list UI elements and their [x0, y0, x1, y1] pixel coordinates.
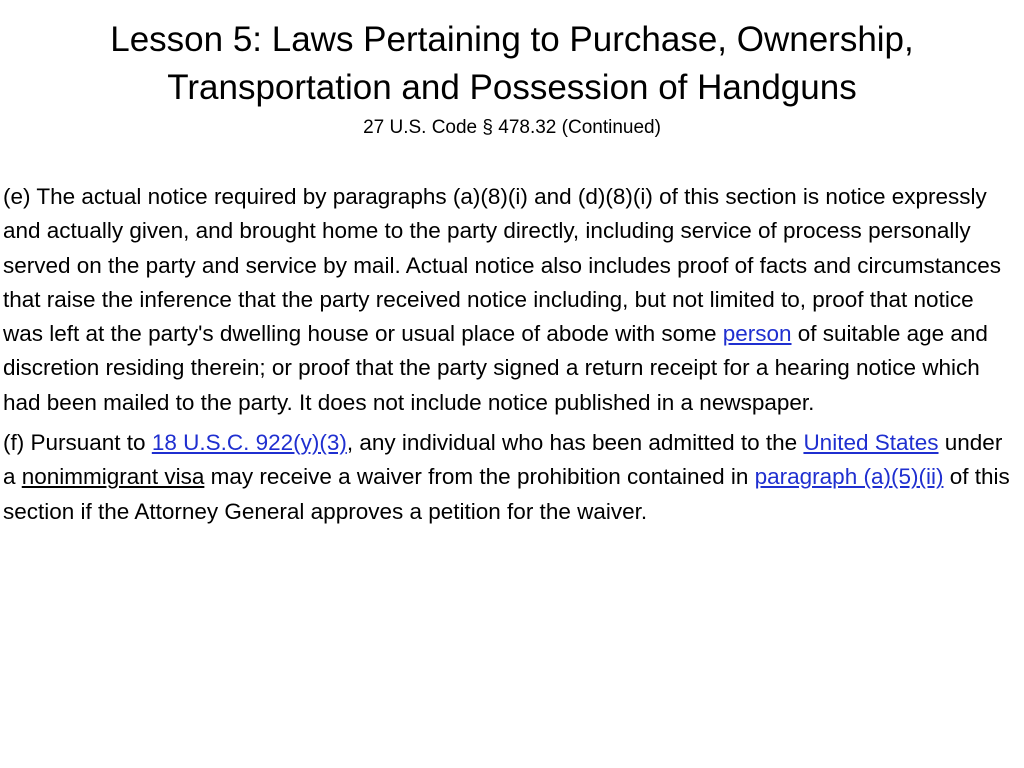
slide-title: [20, 16, 1004, 112]
paragraph-f-text-5: of this section if the Attorney General approves a petition for the waiver.: [3, 464, 1010, 524]
nonimmigrant-visa-term: nonimmigrant visa: [21, 464, 205, 490]
usc-922-link[interactable]: 18 U.S.C. 922(y)(3): [151, 430, 347, 456]
title-line-2: Transportation and Possession of Handguns: [167, 68, 857, 107]
slide-subtitle: 27 U.S. Code § 478.32 (Continued): [363, 117, 661, 138]
paragraph-f-text-3: under a: [3, 430, 1003, 490]
paragraph-e: [3, 180, 1013, 420]
paragraph-f: [3, 426, 1013, 529]
title-line-1: Lesson 5: Laws Pertaining to Purchase, Ownership,: [110, 20, 914, 59]
paragraph-f-text-2: , any individual who has been admitted to the: [346, 430, 804, 456]
paragraph-e-text-2: of suitable age and discretion residing therein; or proof that the party signed a return receipt for a hearing notice which had been mailed to the party. It does not include notice published in a newspaper.: [3, 321, 988, 415]
person-link[interactable]: person: [722, 321, 792, 347]
paragraph-a5ii-link[interactable]: paragraph (a)(5)(ii): [754, 464, 944, 490]
united-states-link[interactable]: United States: [803, 430, 939, 456]
paragraph-f-text-1: (f) Pursuant to: [3, 430, 152, 456]
paragraph-f-text-4: may receive a waiver from the prohibition contained in: [204, 464, 755, 490]
paragraph-e-text-1: (e) The actual notice required by paragraphs (a)(8)(i) and (d)(8)(i) of this section is notice expressly and actually given, and brought home to the party directly, including service of process personally served on the party and service by mail. Actual notice also includes proof of facts and circumstances that raise the inference that the party received notice including, but not limited to, proof that notice was left at the party's dwelling house or usual place of abode with some: [3, 184, 1002, 347]
slide-body: [3, 180, 1013, 535]
